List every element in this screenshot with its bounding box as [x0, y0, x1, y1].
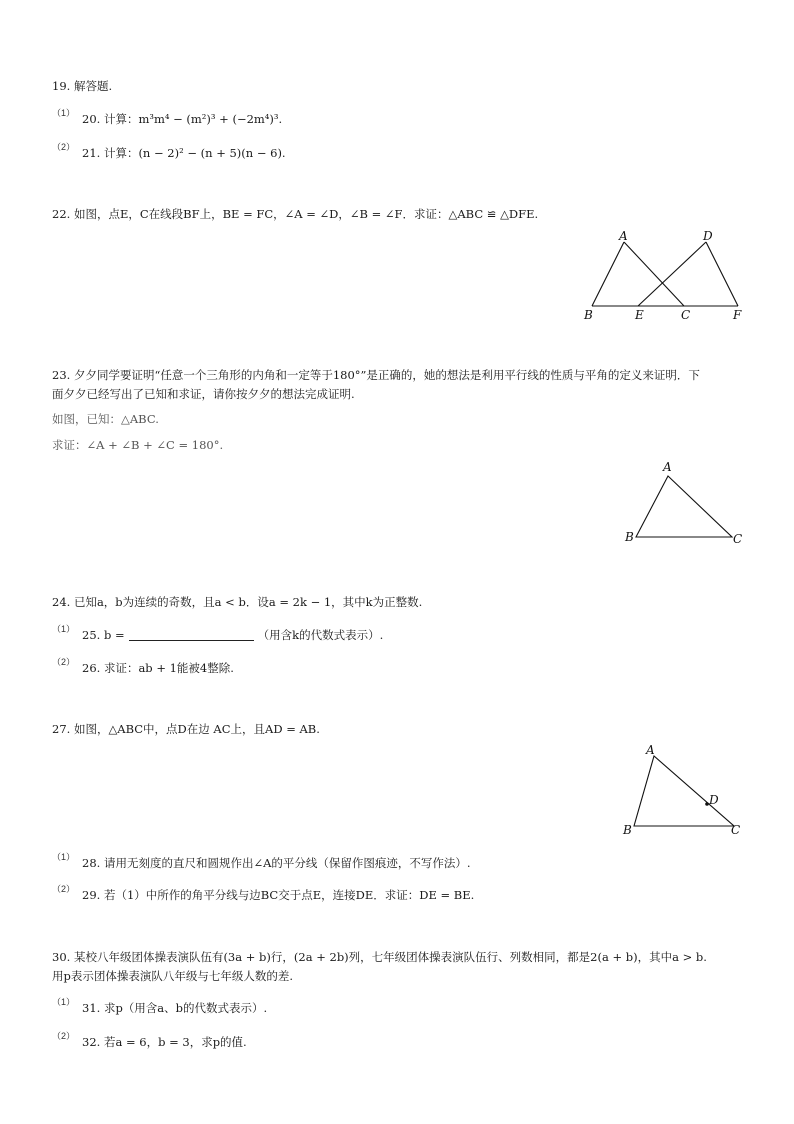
- q19-sub1-mark: （1）: [52, 108, 76, 118]
- q24-sub2-mark: （2）: [52, 657, 76, 667]
- q27-figure: [620, 740, 750, 840]
- q23-given: 如图，已知：△ABC.: [52, 412, 159, 426]
- q23-prove: 求证：∠A + ∠B + ∠C = 180°.: [52, 438, 224, 452]
- q23-figure: [622, 458, 747, 548]
- segment-ac: [624, 242, 684, 306]
- q22-figure: [580, 228, 750, 323]
- q20-text: 20. 计算：m³m⁴ − (m²)³ + (−2m⁴)³.: [82, 112, 283, 126]
- triangle-abc: [636, 476, 732, 537]
- q25-answer-blank[interactable]: [129, 628, 254, 641]
- q23-line1: 23. 夕夕同学要证明“任意一个三角形的内角和一定等于180°”是正确的，她的想法是利用平行线的性质与平角的定义来证明．下: [52, 368, 700, 382]
- q22-text: 22. 如图，点E，C在线段BF上，BE = FC，∠A = ∠D，∠B = ∠F．求证：△ABC ≌ △DFE.: [52, 207, 539, 221]
- q27-sub2-mark: （2）: [52, 884, 76, 894]
- q27-sub1-mark: （1）: [52, 852, 76, 862]
- q28-text: 28. 请用无刻度的直尺和圆规作出∠A的平分线（保留作图痕迹，不写作法）.: [82, 856, 471, 870]
- q30-line1: 30. 某校八年级团体操表演队伍有(3a + b)行，(2a + 2b)列，七年级团体操表演队伍行、列数相同，都是2(a + b)，其中a > b.: [52, 950, 707, 964]
- label-a: A: [619, 229, 628, 243]
- q29-text: 29. 若（1）中所作的角平分线与边BC交于点E，连接DE．求证：DE = BE.: [82, 888, 475, 902]
- q31-text: 31. 求p（用含a、b的代数式表示）.: [82, 1001, 268, 1015]
- triangle-abc: [634, 756, 734, 826]
- label-e: E: [635, 308, 644, 322]
- q32-text: 32. 若a = 6，b = 3，求p的值.: [82, 1035, 247, 1049]
- label-b: B: [623, 823, 632, 837]
- label-a: A: [646, 743, 655, 757]
- segment-de: [638, 242, 706, 306]
- segment-ab: [592, 242, 624, 306]
- label-c: C: [733, 532, 743, 546]
- label-c: C: [731, 823, 741, 837]
- label-f: F: [733, 308, 742, 322]
- q25-line: [82, 627, 383, 643]
- label-d: D: [709, 793, 719, 807]
- label-d: D: [703, 229, 713, 243]
- q24-sub1-mark: （1）: [52, 624, 76, 634]
- q19-sub2-mark: （2）: [52, 142, 76, 152]
- q21-text: 21. 计算：(n − 2)² − (n + 5)(n − 6).: [82, 146, 286, 160]
- label-b: B: [625, 530, 634, 544]
- label-b: B: [584, 308, 593, 322]
- q24-header: 24. 已知a，b为连续的奇数，且a < b．设a = 2k − 1，其中k为正整数.: [52, 595, 423, 609]
- segment-df: [706, 242, 738, 306]
- q30-sub2-mark: （2）: [52, 1031, 76, 1041]
- q27-header: 27. 如图，△ABC中，点D在边 AC上，且AD = AB.: [52, 722, 320, 736]
- label-a: A: [663, 460, 672, 474]
- label-c: C: [681, 308, 691, 322]
- q30-sub1-mark: （1）: [52, 997, 76, 1007]
- q26-text: 26. 求证：ab + 1能被4整除.: [82, 661, 234, 675]
- q23-line2: 面夕夕已经写出了已知和求证，请你按夕夕的想法完成证明.: [52, 387, 355, 401]
- q25-prefix: 25. b =: [82, 628, 125, 642]
- q25-suffix: （用含k的代数式表示）.: [257, 628, 384, 642]
- q30-line2: 用p表示团体操表演队八年级与七年级人数的差.: [52, 969, 294, 983]
- q19-header: 19. 解答题.: [52, 79, 113, 93]
